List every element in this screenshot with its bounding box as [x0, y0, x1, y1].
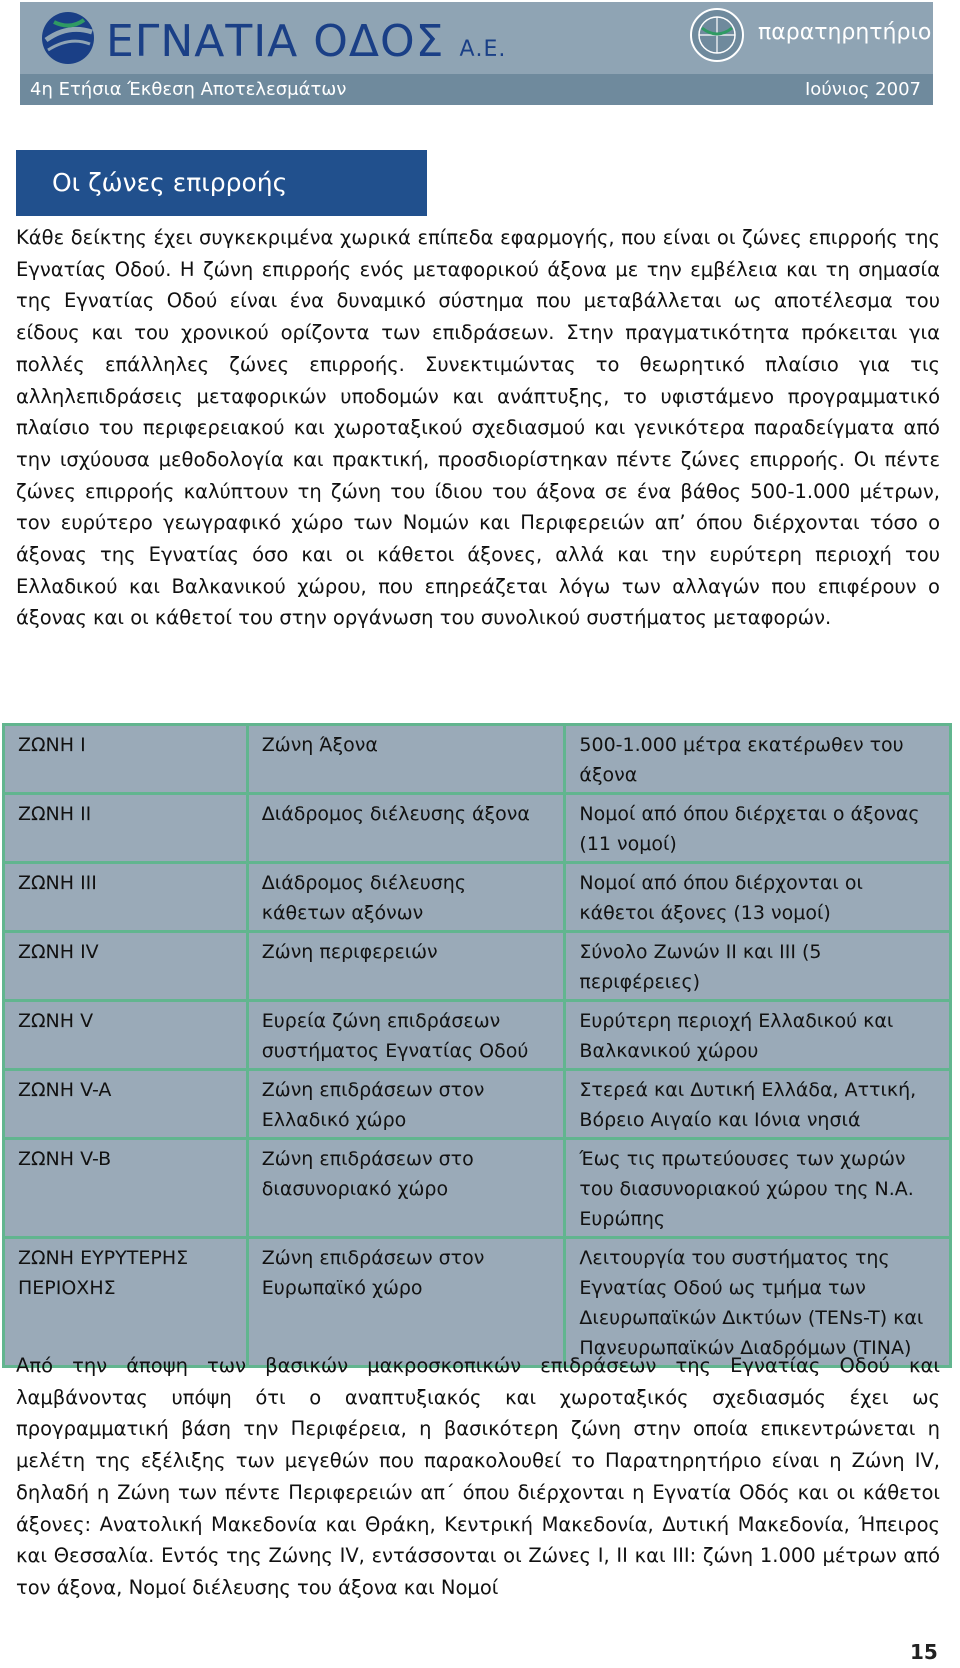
table-row: [5, 795, 949, 861]
zones-table: [2, 723, 952, 1368]
observatory-name: παρατηρητήριο: [758, 20, 932, 45]
zone-extent-cell: 500-1.000 μέτρα εκατέρωθεν του άξονα: [566, 726, 949, 792]
table-row: [5, 1002, 949, 1068]
zone-code-cell: ΖΩΝΗ ΙΙΙ: [5, 864, 246, 930]
zone-extent-cell: Στερεά και Δυτική Ελλάδα, Αττική, Βόρειο Αιγαίο και Ιόνια νησιά: [566, 1071, 949, 1137]
page-number: 15: [910, 1640, 938, 1664]
document-header: [20, 2, 933, 105]
zone-extent-cell: Λειτουργία του συστήματος της Εγνατίας Οδού ως τμήμα των Διευρωπαϊκών Δικτύων (TENs-T) και Πανευρωπαϊκών Διαδρόμων (TINA): [566, 1239, 949, 1365]
zone-code-cell: ΖΩΝΗ V: [5, 1002, 246, 1068]
zone-code-cell: ΖΩΝΗ ΕΥΡΥΤΕΡΗΣ ΠΕΡΙΟΧΗΣ: [5, 1239, 246, 1365]
zone-code-cell: ΖΩΝΗ IV: [5, 933, 246, 999]
zone-code-cell: ΖΩΝΗ V-A: [5, 1071, 246, 1137]
zone-code-cell: ΖΩΝΗ V-B: [5, 1140, 246, 1236]
report-title: 4η Ετήσια Έκθεση Αποτελεσμάτων: [30, 79, 347, 100]
table-row: [5, 726, 949, 792]
brand-suffix: Α.Ε.: [459, 37, 507, 62]
zone-code-cell: ΖΩΝΗ ΙΙ: [5, 795, 246, 861]
zone-extent-cell: Ευρύτερη περιοχή Ελλαδικού και Βαλκανικού χώρου: [566, 1002, 949, 1068]
zone-name-cell: Ευρεία ζώνη επιδράσεων συστήματος Εγνατίας Οδού: [249, 1002, 564, 1068]
section-title: Οι ζώνες επιρροής: [16, 150, 427, 216]
zone-name-cell: Ζώνη επιδράσεων στον Ελλαδικό χώρο: [249, 1071, 564, 1137]
brand-row: [20, 2, 933, 74]
table-row: [5, 864, 949, 930]
intro-paragraph: Κάθε δείκτης έχει συγκεκριμένα χωρικά επίπεδα εφαρμογής, που είναι οι ζώνες επιρροής της Εγνατίας Οδού. Η ζώνη επιρροής ενός μεταφορικού άξονα με την εμβέλεια και τη σημασία της Εγνατίας Οδού είναι ένα δυναμικό σύστημα που μεταβάλλεται ως αποτέλεσμα του είδους και του χρονικού ορίζοντα των επιδράσεων. Στην πραγματικότητα πρόκειται για πολλές επάλληλες ζώνες επιρροής. Συνεκτιμώντας το θεωρητικό πλαίσιο για τις αλληλεπιδράσεις μεταφορικών υποδομών και ανάπτυξης, το υφιστάμενο προγραμματικό πλαίσιο του περιφερειακού και χωροταξικού σχεδιασμού και γενικότερα παραδείγματα από την ισχύουσα μεθοδολογία και πρακτική, προσδιορίστηκαν πέντε ζώνες επιρροής. Οι πέντε ζώνες επιρροής καλύπτουν τη ζώνη του ίδιου του άξονα σε ένα βάθος 500-1.000 μέτρων, τον ευρύτερο γεωγραφικό χώρο των Νομών και Περιφερειών απ’ όπου διέρχονται τόσο ο άξονας της Εγνατίας όσο και οι κάθετοι άξονες, αλλά και την ευρύτερη περιοχή του Ελλαδικού και Βαλκανικού χώρου, που επηρεάζεται λόγω των αλλαγών που επιφέρουν ο άξονας και οι κάθετοί του στην οργάνωση του συνολικού συστήματος μεταφορών.: [16, 226, 940, 630]
zone-name-cell: Διάδρομος διέλευσης κάθετων αξόνων: [249, 864, 564, 930]
report-date: Ιούνιος 2007: [805, 79, 921, 100]
zone-extent-cell: Έως τις πρωτεύουσες των χωρών του διασυνοριακού χώρου της Ν.Α. Ευρώπης: [566, 1140, 949, 1236]
zone-code-cell: ΖΩΝΗ Ι: [5, 726, 246, 792]
zone-name-cell: Διάδρομος διέλευσης άξονα: [249, 795, 564, 861]
zone-extent-cell: Νομοί από όπου διέρχεται ο άξονας (11 νομοί): [566, 795, 949, 861]
observatory-logo-icon: [688, 6, 746, 64]
zone-name-cell: Ζώνη Άξονα: [249, 726, 564, 792]
zone-name-cell: Ζώνη επιδράσεων στο διασυνοριακό χώρο: [249, 1140, 564, 1236]
table-row: [5, 1239, 949, 1365]
brand-name: [106, 16, 506, 67]
zone-extent-cell: Σύνολο Ζωνών ΙΙ και ΙΙΙ (5 περιφέρειες): [566, 933, 949, 999]
zone-name-cell: Ζώνη επιδράσεων στον Ευρωπαϊκό χώρο: [249, 1239, 564, 1365]
zone-extent-cell: Νομοί από όπου διέρχονται οι κάθετοι άξονες (13 νομοί): [566, 864, 949, 930]
brand-name-text: ΕΓΝΑΤΙΑ ΟΔΟΣ: [106, 16, 445, 67]
table-row: [5, 933, 949, 999]
header-subtitle-bar: [20, 74, 933, 105]
closing-paragraph: Από την άποψη των βασικών μακροσκοπικών επιδράσεων της Εγνατίας Οδού και λαμβάνοντας υπόψη ότι ο αναπτυξιακός και χωροταξικός σχεδιασμός έχει ως προγραμματική βάση την Περιφέρεια, η βασικότερη ζώνη στην οποία επικεντρώνεται η μελέτη της εξέλιξης των μεγεθών που παρακολουθεί το Παρατηρητήριο είναι η Ζώνη IV, δηλαδή η Ζώνη των πέντε Περιφερειών απ΄ όπου διέρχονται η Εγνατία Οδός και οι κάθετοι άξονες: Ανατολική Μακεδονία και Θράκη, Κεντρική Μακεδονία, Δυτική Μακεδονία, Ήπειρος και Θεσσαλία. Εντός της Ζώνης IV, εντάσσονται οι Ζώνες Ι, ΙΙ και ΙΙΙ: ζώνη 1.000 μέτρων από τον άξονα, Νομοί διέλευσης του άξονα και Νομοί: [16, 1354, 940, 1599]
zone-name-cell: Ζώνη περιφερειών: [249, 933, 564, 999]
table-row: [5, 1071, 949, 1137]
table-row: [5, 1140, 949, 1236]
egnatia-globe-logo-icon: [40, 10, 96, 66]
